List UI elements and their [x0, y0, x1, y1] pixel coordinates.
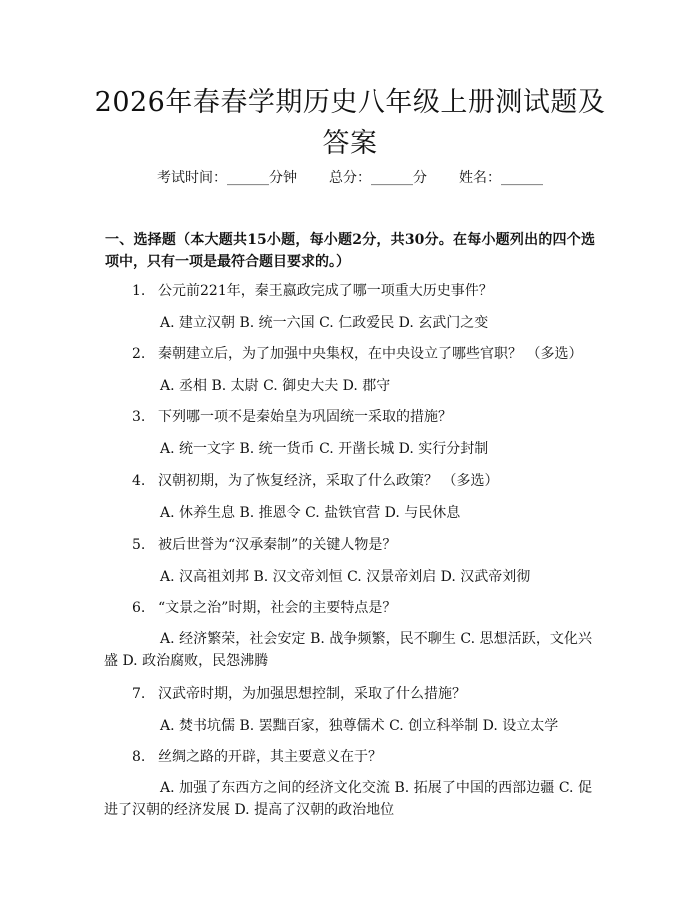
question-8 — [132, 746, 382, 768]
question-text: “文景之治”时期，社会的主要特点是？ — [158, 600, 397, 616]
question-1-options: A. 建立汉朝 B. 统一六国 C. 仁政爱民 D. 玄武门之变 — [160, 315, 489, 331]
question-text: 公元前221年，秦王嬴政完成了哪一项重大历史事件？ — [158, 283, 493, 299]
question-7 — [132, 683, 466, 705]
exam-meta-line — [0, 168, 700, 188]
question-number: 2. — [132, 346, 146, 362]
question-2-options: A. 丞相 B. 太尉 C. 御史大夫 D. 郡守 — [160, 378, 391, 394]
question-text: 秦朝建立后，为了加强中央集权，在中央设立了哪些官职？ （多选） — [158, 346, 583, 362]
question-3-options: A. 统一文字 B. 统一货币 C. 开凿长城 D. 实行分封制 — [160, 441, 489, 457]
question-number: 6. — [132, 600, 146, 616]
exam-time-field: 考试时间：______分钟 — [157, 170, 297, 186]
question-text: 下列哪一项不是秦始皇为巩固统一采取的措施？ — [158, 409, 452, 425]
section-header-multiple-choice: 一、选择题（本大题共15小题，每小题2分，共30分。在每小题列出的四个选项中，只有一项是最符合题目要求的。） — [105, 232, 595, 270]
question-3 — [132, 406, 452, 428]
question-number: 1. — [132, 283, 146, 299]
question-number: 4. — [132, 473, 146, 489]
question-text: 被后世誉为“汉承秦制”的关键人物是？ — [158, 537, 397, 553]
student-name-field: 姓名：______ — [459, 170, 543, 186]
question-1 — [132, 280, 493, 302]
question-4 — [132, 470, 498, 492]
question-number: 5. — [132, 537, 146, 553]
question-6-options: A. 经济繁荣，社会安定 B. 战争频繁，民不聊生 C. 思想活跃，文化兴盛 D. 政治腐败，民怨沸腾 — [104, 631, 592, 669]
question-7-options: A. 焚书坑儒 B. 罢黜百家，独尊儒术 C. 创立科举制 D. 设立太学 — [160, 718, 559, 734]
question-5 — [132, 534, 396, 556]
question-4-options: A. 休养生息 B. 推恩令 C. 盐铁官营 D. 与民休息 — [160, 505, 461, 521]
question-number: 7. — [132, 686, 146, 702]
total-score-field: 总分：______分 — [329, 170, 427, 186]
question-2 — [132, 343, 582, 365]
document-title: 2026年春春学期历史八年级上册测试题及答案 — [94, 87, 606, 159]
question-5-options: A. 汉高祖刘邦 B. 汉文帝刘恒 C. 汉景帝刘启 D. 汉武帝刘彻 — [160, 569, 531, 585]
question-number: 8. — [132, 749, 146, 765]
question-text: 丝绸之路的开辟，其主要意义在于？ — [158, 749, 382, 765]
question-text: 汉朝初期，为了恢复经济，采取了什么政策？ （多选） — [158, 473, 499, 489]
question-8-options: A. 加强了东西方之间的经济文化交流 B. 拓展了中国的西部边疆 C. 促进了汉朝的经济发展 D. 提高了汉朝的政治地位 — [104, 780, 592, 818]
question-text: 汉武帝时期，为加强思想控制，采取了什么措施？ — [158, 686, 466, 702]
question-6 — [132, 597, 396, 619]
question-number: 3. — [132, 409, 146, 425]
